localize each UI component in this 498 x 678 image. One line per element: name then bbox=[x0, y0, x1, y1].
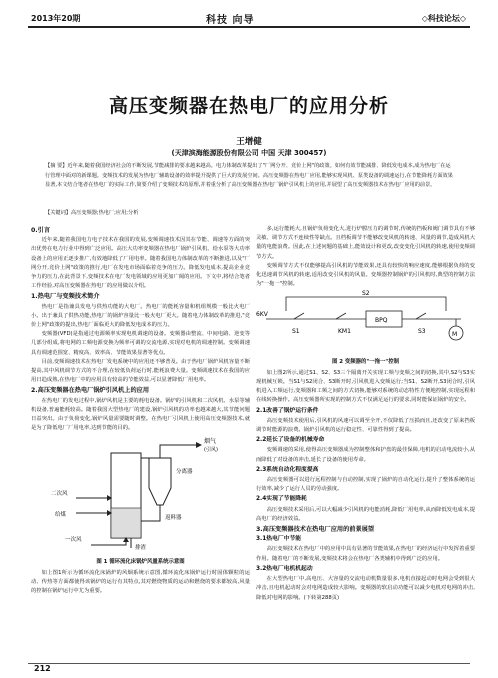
paragraph: 高压变频技术采用后,可以大幅减少引风机的电能消耗,降低厂用电率,从而降低发电成本,提高电厂的经济效益。 bbox=[256, 506, 475, 522]
subsection-heading: 3.2热电厂电机机起动 bbox=[256, 565, 313, 572]
feed-label: 给煤 bbox=[55, 512, 67, 519]
km1-label: KM1 bbox=[338, 328, 351, 336]
subsection-heading: 2.4实现了节能降耗 bbox=[256, 496, 307, 503]
motor-label: M bbox=[452, 331, 458, 339]
section-heading: 3.高压变频器技术在热电厂应用的前景展望 bbox=[256, 526, 375, 534]
affiliation: (天津滨海能源股份有限公司 中国 天津 300457) bbox=[171, 149, 327, 157]
paragraph: 高压变频技术在热电厂中的应用中具有显著的节能效果,在热电厂的经济运行中发挥着重要作用。随着电厂的不断发展,变频技术将会在热电厂各类辅机中得到广泛的应用。 bbox=[256, 546, 475, 562]
separator-cyclone bbox=[149, 458, 171, 505]
figure-2-circuit-diagram bbox=[256, 289, 475, 351]
primary-air-path bbox=[91, 538, 126, 545]
paragraph: 如上图1所示为循环流化床锅炉的风烟系统示意图,循环流化床锅炉运行时固体颗粒的运动、传热等方面都使得该锅炉的运行有其特点,其对燃烧物质的运动和燃烧的要求都较高,风量的控制在锅炉运行中尤为重要。 bbox=[31, 569, 250, 595]
fluidized-bed bbox=[111, 508, 141, 538]
s1-label: S1 bbox=[292, 328, 300, 336]
keywords: 【关键词】高压变频器;热电厂;应用;分析 bbox=[45, 210, 139, 216]
subsection-heading: 2.2延长了设备的机械寿命 bbox=[256, 437, 325, 444]
paragraph: 在热电厂的发电过程中,锅炉风机是主要的耗电设备。锅炉的引风机和二次风机、水泵等辅机设备,普遍能耗较高。随着我国大型热电厂的建设,锅炉引风机的功率也越来越大,其节能问题日益突出。由于负荷变化,锅炉风量需要随时调整。在热电厂引风机上使用高压变频器技术,就是为了降低电厂厂用电率,达到节能的目的。 bbox=[31, 397, 250, 432]
switch-s1 bbox=[294, 313, 304, 319]
contactor-km1 bbox=[336, 313, 346, 319]
figure-1-caption: 图 1 循环流化床锅炉风量系统示意图 bbox=[96, 558, 185, 565]
s3-label: S3 bbox=[418, 328, 426, 336]
return-label: 返料器 bbox=[165, 515, 182, 522]
paragraph: 变频调节方式不仅能够提高引风机的节能效果,还具有较快的响应速度,能够根据负荷的变化迅速调节风机的转速,适用改变引风机的风量。变频器控制锅炉的引风机时,典型的控制方法为"一拖一"控制。 bbox=[256, 262, 475, 288]
subsection-heading: 2.3系统自动化程度提高 bbox=[256, 466, 319, 473]
paragraph: 在大型热电厂中,高电压、大容量的交流电动机数量很多,电机直接起动时电网会受到很大冲击,且电机起动时会对电网造成较大影响。变频器的软启动功能可以减少电机对电网的冲击,降低对电网的影响。(下转第288页) bbox=[256, 576, 475, 601]
secondary-air-label: 二次风 bbox=[51, 491, 68, 498]
slag-label: 排渣 bbox=[135, 545, 147, 552]
primary-air-label: 一次风 bbox=[65, 537, 82, 544]
bypass-line bbox=[286, 297, 446, 311]
section-heading: 2.高压变频器在热电厂锅炉引风机上的应用 bbox=[31, 387, 150, 395]
author: 王增健 bbox=[236, 137, 262, 147]
paragraph: 目前,变频调速技术在热电厂发电系统中的应用还不够普及。由于热电厂锅炉风机容量不断提高,其中风机调节方式的不合理,在较低负荷运行时,能耗浪费大量。变频调速技术在我国的应用日趋成熟,在热电厂中的应用具有较高的节能效益,可以显著降低厂用电率。 bbox=[31, 358, 250, 384]
header-rule bbox=[28, 26, 470, 28]
subsection-heading: 3.1热电厂中节能 bbox=[256, 536, 302, 543]
paragraph: 热电厂是指兼具发电与供热功能的大电厂。热电厂的能耗容量和机组规模一般比火电厂小。出于兼具了供热功能,热电厂的锅炉容量比一般火电厂更大。随着电力体制改革的推进,"竞价上网"政策的提出,热电厂面临更大的降低发电成本的压力。 bbox=[31, 303, 250, 329]
voltage-label: 6KV bbox=[256, 311, 268, 319]
right-column bbox=[256, 225, 475, 603]
separator-label: 分离器 bbox=[176, 469, 193, 476]
page-header bbox=[0, 0, 498, 28]
flue-arrow bbox=[196, 442, 202, 448]
left-column bbox=[31, 225, 250, 596]
figure-1-boiler-diagram bbox=[31, 433, 250, 551]
section-label: ◇科技论坛◇ bbox=[421, 14, 466, 23]
switch-s3 bbox=[416, 313, 426, 319]
paragraph: 如上图2所示,通过S1、S2、S3三个隔离开关实现工频与变频之间的切换,其中,S2与S3实现机械互锁。当S1与S2闭合、S3断开时,引风机进入变频运行;当S1、S2断开,S3闭合时,引风机进入工频运行,变频器和工频之间的方式切换,能够对系统的动态特性方便地控制,实现远程和在线转换操作。高压变频器所实现的控制方式不仅满足运行的要求,同时能保证锅炉的安全。 bbox=[256, 369, 475, 404]
section-heading: 0.引言 bbox=[31, 227, 51, 234]
issue-date: 2013年20期 bbox=[31, 14, 81, 23]
return-leg bbox=[141, 505, 160, 521]
paragraph: 近年来,随着我国电力电子技术在我国的发展,变频调速技术因其在节能、调速等方面的突出优势在电力行业中得到广泛应用。高压大功率变频器在热电厂锅炉引风机、给水泵等大功率设备上的应用正逐步推广,有效地降低了厂用电率。随着我国电力体制改革的不断推进,以及"厂网分开,竞价上网"政策的推行,电厂在发电市场面临着竞争的压力。降低发电成本,提高企业竞争力的压力,在此背景下,变频技术在电厂发电领域的应用更加广阔的应用。下文中,将结合笔者工作经验,对高压变频器在热电厂的应用做以介绍。 bbox=[31, 237, 250, 290]
footer-rule bbox=[28, 663, 470, 664]
flue-sub-label: (引风) bbox=[204, 447, 218, 454]
subsection-heading: 2.1改善了锅炉运行条件 bbox=[256, 407, 319, 414]
paragraph: 高压变频技术使用后,引风机的风速可以调至全开,不仅降低了压损而且,还改变了原来挡板调节时能源的浪费。锅炉引风机的运行稳定性、可靠性得到了提高。 bbox=[256, 417, 475, 434]
figure-2-caption: 图 2 变频器的"一拖一"控制 bbox=[331, 358, 400, 365]
article-title: 高压变频器在热电厂的应用分析 bbox=[108, 95, 389, 117]
paragraph: 变频器(VFD)是指通过电源频率实现电机调速的设备。变频器由整流、中间电路、逆变等几部分组成,将电网的工频电源变换为频率可调的交流电源,实现对电机的调速控制。变频调速具有调速范围宽、精度高、效率高、节能效果显著等优点。 bbox=[31, 331, 250, 356]
page-number: 212 bbox=[34, 664, 51, 673]
journal-name: 科技 向导 bbox=[206, 15, 255, 26]
flue-path bbox=[160, 445, 196, 458]
bpq-label: BPQ bbox=[375, 317, 388, 325]
abstract: 【摘 要】近年来,随着我国经济社会的不断发展,节能减排的要求越来越高。电力体制改革提出了"厂网分开、竞价上网"的政策。如何有效节能减排、降低发电成本,成为热电厂在运行管理中面对的新课题。变频技术的发展为热电厂辅助设备的效率提升提供了巨大的发展空间。高压变频器在热电厂应用,能够实现风机、泵类设备的调速运行,在节能降耗方面效果显著,本文结合笔者在热电厂的实际工作,简要介绍了变频技术的原理,并着重分析了高压变频器在热电厂锅炉引风机上的应用,并展望了高压变频器技术在热电厂应用的前景。 bbox=[45, 163, 453, 188]
flue-label: 烟气 bbox=[204, 438, 217, 446]
paragraph: 变频调速的采用,使得高压变频器成为控制整体和护盘的最佳保障,电机的启动电流较小,从而降低了对设备的冲击,延长了设备的使用寿命。 bbox=[256, 447, 475, 463]
section-heading: 1.热电厂与变频技术简介 bbox=[31, 293, 100, 301]
paragraph: 高压变频器可以进行远程控制与自动控制,实现了锅炉的自动化运行,提升了整体系统的运行效率,减少了运行人员的劳动强度。 bbox=[256, 477, 475, 493]
paragraph: 多,运行能耗大,且锅炉负荷变化大,进行炉膛压力的调节时,传统的挡板和阀门调节具有不够灵敏、调节方式不连续性等缺点。且档板调节不能够改变风机的转速、风量的调节,造成风机大量的电能浪费。因此,在上述问题的基础上,能效设计和更改,改变变化引风机的转速,使用变频调节方式。 bbox=[256, 226, 475, 260]
s2-label: S2 bbox=[362, 290, 370, 298]
